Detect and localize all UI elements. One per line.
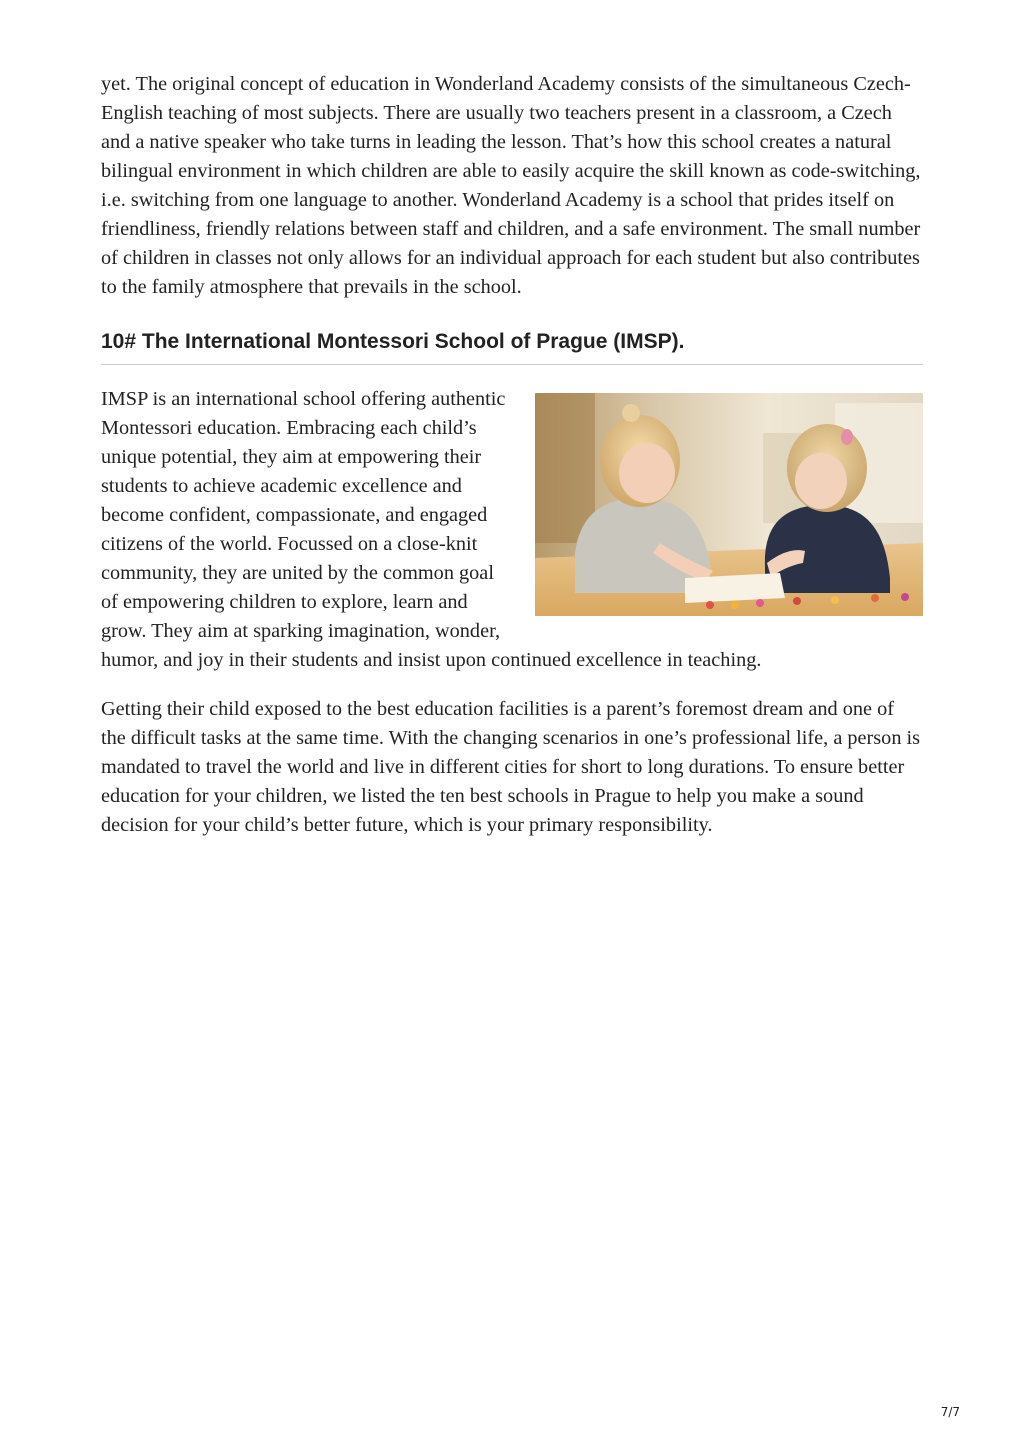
imsp-paragraph: IMSP is an international school offering authentic Montessori education. Embracing each child’s unique potential, they aim at empowering their students to achieve academic excellence and become confident, compassionate, and engaged citizens of the world. Focussed on a close-knit community, they are united by the common goal of empowering children to explore, learn and grow. They aim at sparking imagination, wonder, humor, and joy in their students and insist upon continued excellence in teaching. bbox=[101, 388, 762, 671]
section-heading: 10# The International Montessori School of Prague (IMSP). bbox=[101, 328, 923, 365]
intro-paragraph: yet. The original concept of education in Wonderland Academy consists of the simultaneous Czech-English teaching of most subjects. There are usually two teachers present in a classroom, a Czech and a native speaker who take turns in leading the lesson. That’s how this school creates a natural bilingual environment in which children are able to easily acquire the skill known as code-switching, i.e. switching from one language to another. Wonderland Academy is a school that prides itself on friendliness, friendly relations between staff and children, and a safe environment. The small number of children in classes not only allows for an individual approach for each student but also contributes to the family atmosphere that prevails in the school. bbox=[101, 73, 921, 298]
document-page bbox=[101, 70, 923, 840]
closing-paragraph: Getting their child exposed to the best education facilities is a parent’s foremost dream and one of the difficult tasks at the same time. With the changing scenarios in one’s professional life, a person is mandated to travel the world and live in different cities for short to long durations. To ensure better education for your children, we listed the ten best schools in Prague to help you make a sound decision for your child’s better future, which is your primary responsibility. bbox=[101, 698, 921, 836]
page-number: 7/7 bbox=[940, 1405, 960, 1419]
children-drawing-photo bbox=[535, 393, 923, 616]
imsp-section-body bbox=[101, 385, 923, 675]
